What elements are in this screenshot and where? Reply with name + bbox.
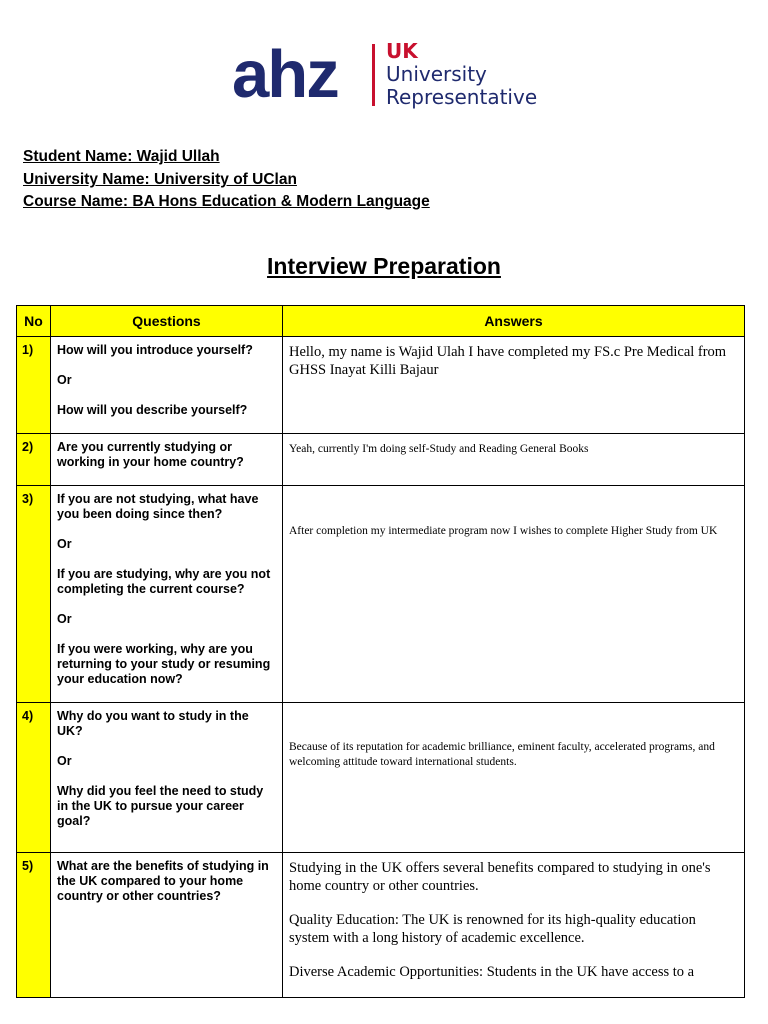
answer-cell: [283, 853, 745, 998]
question-text: Why do you want to study in the UK?: [57, 709, 249, 738]
row-number: 1): [17, 337, 51, 434]
row-number: 4): [17, 703, 51, 853]
student-name: Student Name: Wajid Ullah: [23, 148, 220, 165]
question-text: If you are studying, why are you not completing the current course?: [57, 567, 271, 596]
header-no: No: [17, 306, 51, 337]
answer-cell: [283, 434, 745, 486]
header-answers: Answers: [283, 306, 745, 337]
answer-text: Quality Education: The UK is renowned for its high-quality education system with a long history of academic excellence.: [289, 912, 696, 946]
logo-uk: UK: [386, 39, 418, 63]
answer-text: Because of its reputation for academic brilliance, eminent faculty, accelerated programs, and welcoming attitude toward international students.: [289, 741, 715, 768]
row-number: 3): [17, 486, 51, 703]
answer-cell: [283, 703, 745, 853]
table-row: [17, 434, 745, 486]
header-questions: Questions: [51, 306, 283, 337]
answer-cell: [283, 486, 745, 703]
question-cell: [51, 434, 283, 486]
answer-text: Diverse Academic Opportunities: Students in the UK have access to a: [289, 964, 695, 980]
table-row: [17, 337, 745, 434]
question-cell: [51, 853, 283, 998]
row-number: 5): [17, 853, 51, 998]
table-header-row: [17, 306, 745, 337]
logo-university: University: [386, 62, 487, 86]
logo-representative: Representative: [386, 85, 538, 109]
question-or: Or: [57, 612, 72, 626]
university-name: University Name: University of UClan: [23, 171, 297, 188]
question-text: Why did you feel the need to study in the UK to pursue your career goal?: [57, 784, 264, 828]
answer-text: After completion my intermediate program now I wishes to complete Higher Study from UK: [289, 525, 718, 537]
answer-text: Hello, my name is Wajid Ulah I have completed my FS.c Pre Medical from GHSS Inayat Killi Bajaur: [289, 344, 727, 378]
page-title: Interview Preparation: [267, 253, 501, 279]
answer-text: Studying in the UK offers several benefits compared to studying in one's home country or other countries.: [289, 860, 711, 894]
question-or: Or: [57, 537, 72, 551]
question-or: Or: [57, 754, 72, 768]
row-number: 2): [17, 434, 51, 486]
ahz-logo: [232, 37, 552, 112]
question-text: Are you currently studying or working in your home country?: [57, 440, 244, 469]
question-text: If you are not studying, what have you been doing since then?: [57, 492, 259, 521]
answer-text: Yeah, currently I'm doing self-Study and Reading General Books: [289, 443, 589, 455]
answer-cell: [283, 337, 745, 434]
question-text: How will you describe yourself?: [57, 403, 248, 417]
interview-table: [16, 305, 745, 998]
logo-wordmark: ahz: [232, 37, 338, 112]
question-text: How will you introduce yourself?: [57, 343, 253, 357]
table-row: [17, 703, 745, 853]
table-row: [17, 486, 745, 703]
question-or: Or: [57, 373, 72, 387]
table-row: [17, 853, 745, 998]
question-text: If you were working, why are you returning to your study or resuming your education now?: [57, 642, 271, 686]
question-cell: [51, 337, 283, 434]
logo-divider: [372, 44, 375, 106]
question-cell: [51, 486, 283, 703]
question-cell: [51, 703, 283, 853]
question-text: What are the benefits of studying in the UK compared to your home country or other countries?: [57, 859, 269, 903]
course-name: Course Name: BA Hons Education & Modern Language: [23, 193, 430, 210]
